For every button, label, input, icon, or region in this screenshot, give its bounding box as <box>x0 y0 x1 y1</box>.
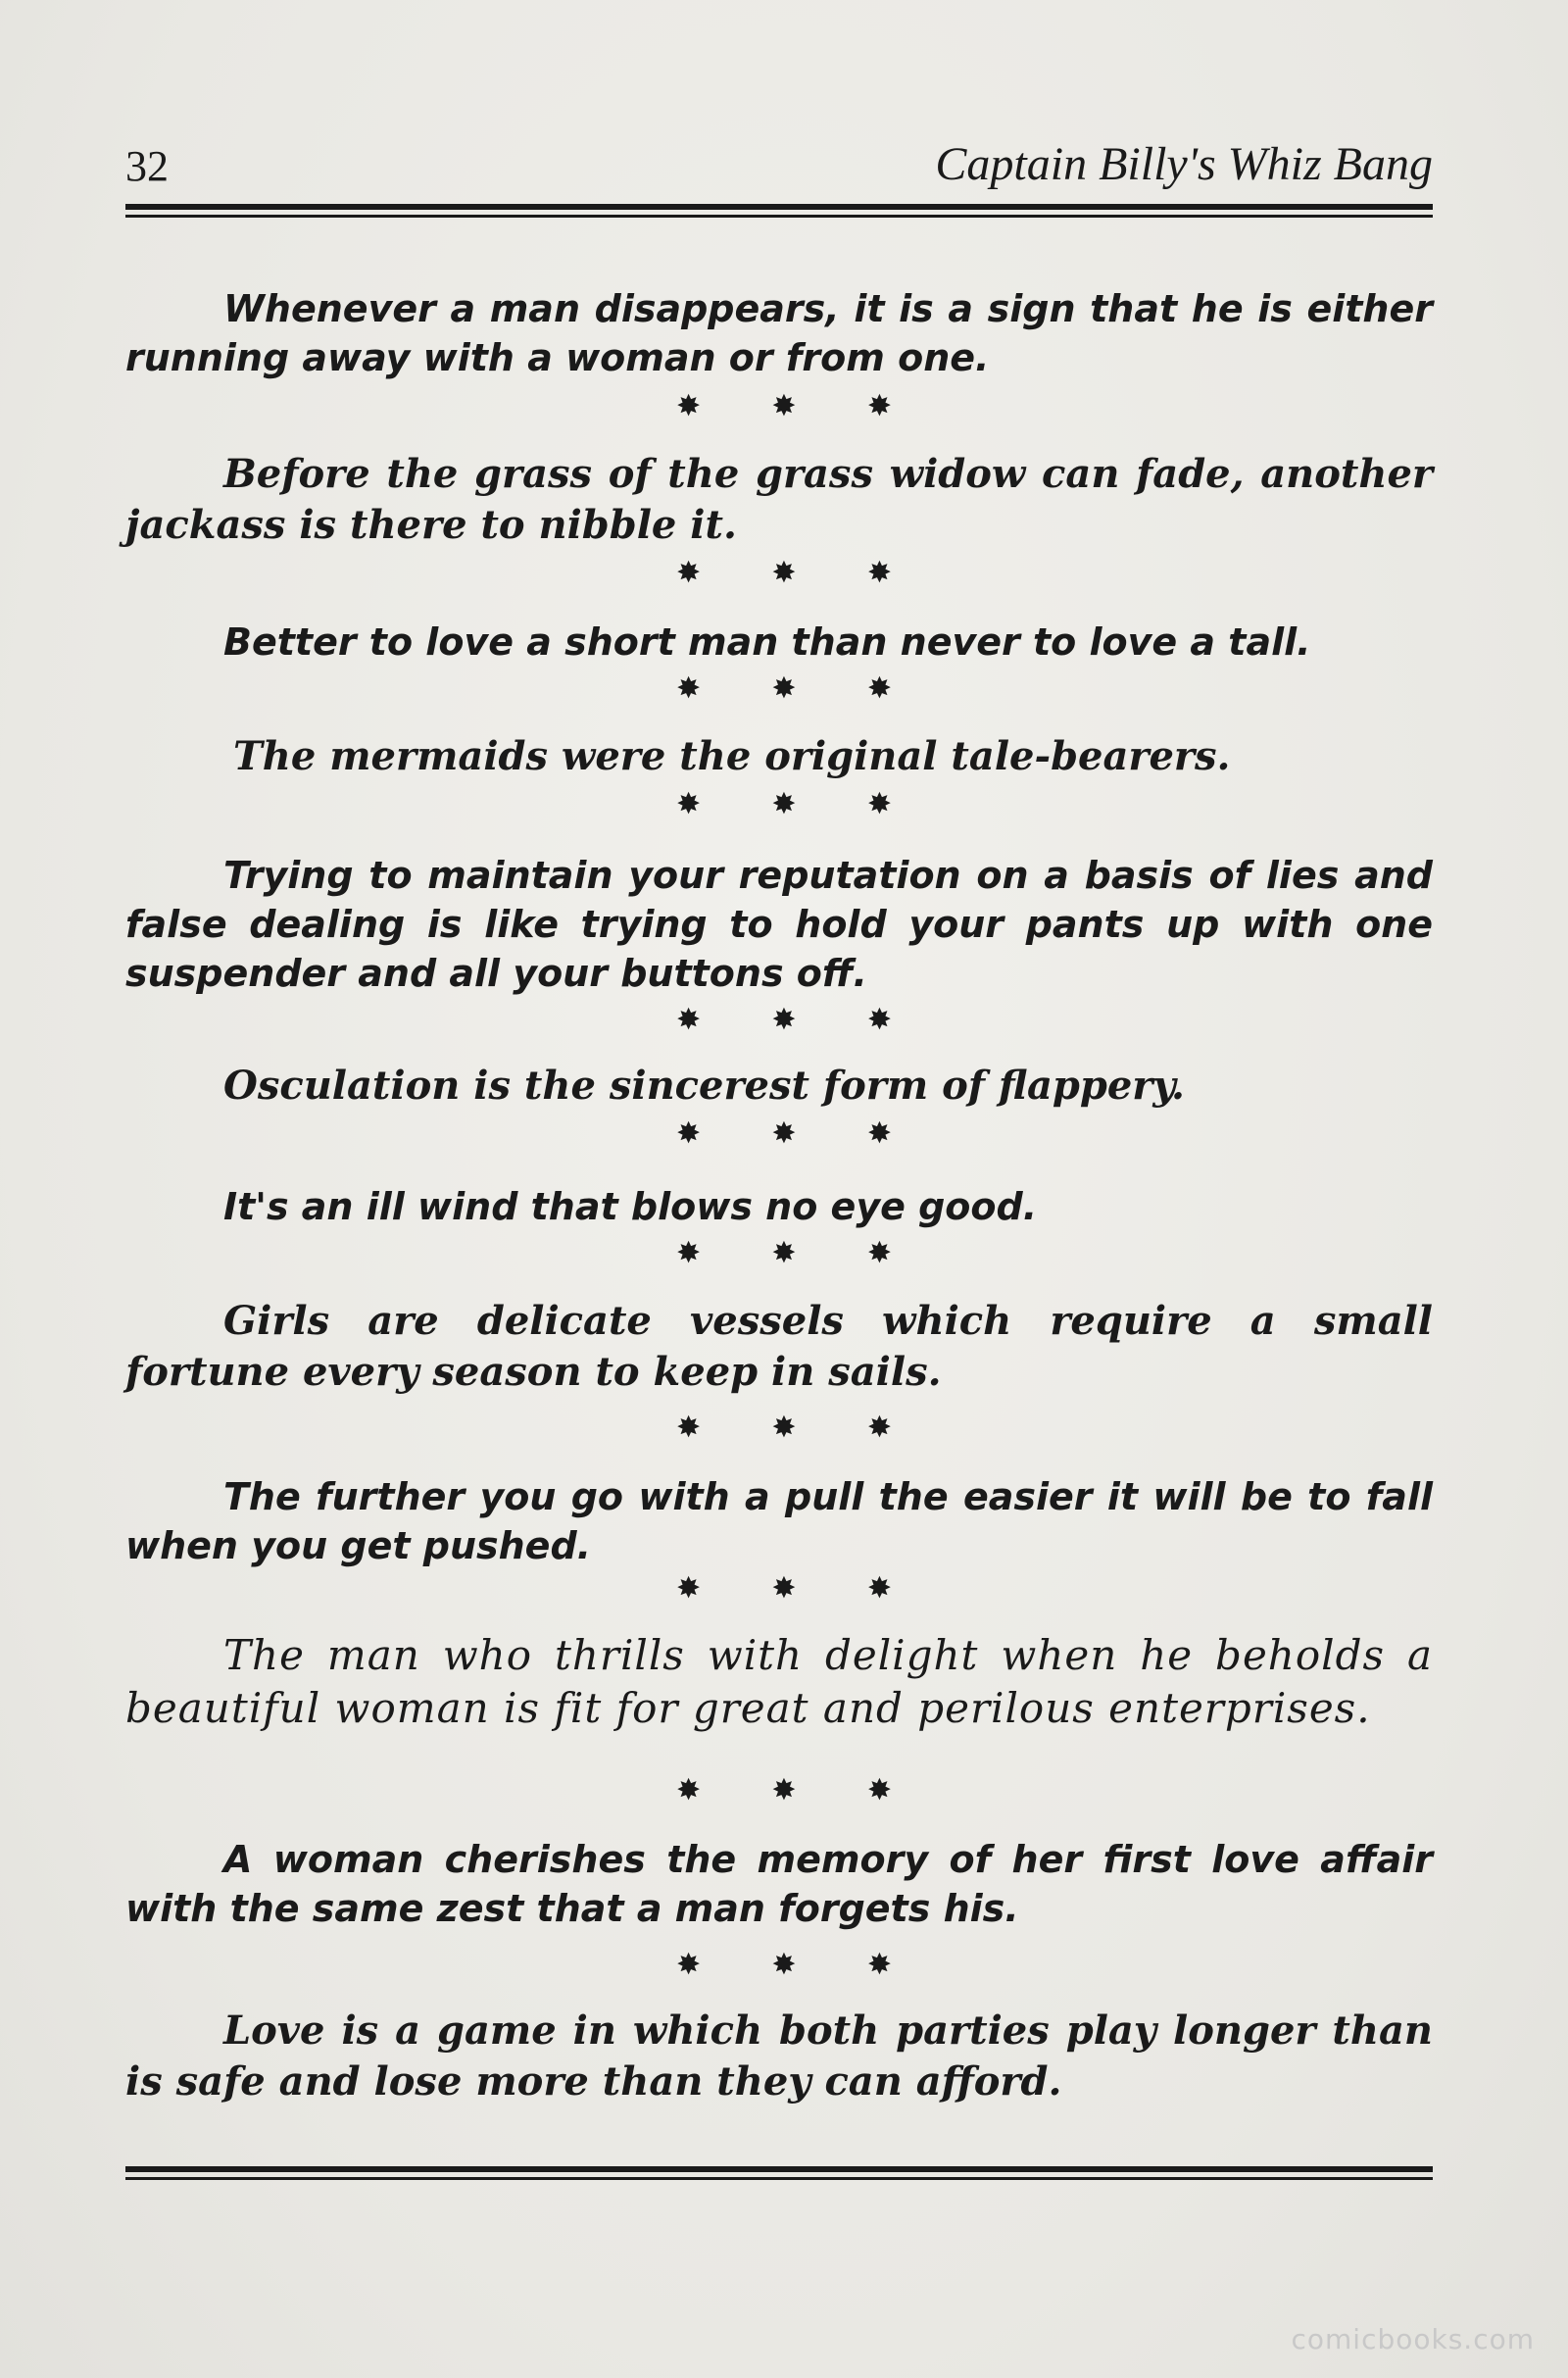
joke-8: Girls are delicate vessels which require a small fortune every season to keep in sails. <box>125 1298 1433 1395</box>
star-icon: ✸ <box>866 556 892 590</box>
joke-9: The further you go with a pull the easier it will be to fall when you get pushed. <box>125 1475 1433 1567</box>
star-icon: ✸ <box>771 556 797 590</box>
star-icon: ✸ <box>771 1948 797 1982</box>
joke-11: A woman cherishes the memory of her first love affair with the same zest that a man forgets his. <box>125 1838 1433 1930</box>
separator-5 <box>676 1003 892 1037</box>
star-icon: ✸ <box>866 1411 892 1445</box>
star-icon: ✸ <box>866 389 892 423</box>
separator-11 <box>676 1948 892 1982</box>
page-number: 32 <box>125 142 169 190</box>
page-header <box>125 137 1433 196</box>
star-icon: ✸ <box>771 671 797 706</box>
star-icon: ✸ <box>771 389 797 423</box>
star-icon: ✸ <box>771 787 797 821</box>
separator-1 <box>676 389 892 423</box>
star-icon: ✸ <box>866 1003 892 1037</box>
separator-7 <box>676 1236 892 1270</box>
star-icon: ✸ <box>866 1236 892 1270</box>
star-icon: ✸ <box>676 556 702 590</box>
star-icon: ✸ <box>771 1003 797 1037</box>
star-icon: ✸ <box>866 671 892 706</box>
header-double-rule <box>125 204 1433 218</box>
joke-7: It's an ill wind that blows no eye good. <box>223 1185 1038 1228</box>
star-icon: ✸ <box>771 1236 797 1270</box>
separator-10 <box>676 1773 892 1808</box>
separator-8 <box>676 1413 892 1443</box>
joke-12: Love is a game in which both parties play longer than is safe and lose more than they can afford. <box>125 2007 1433 2105</box>
joke-10: The man who thrills with delight when he beholds a beautiful woman is fit for great and perilous enterprises. <box>125 1631 1433 1732</box>
star-icon: ✸ <box>866 1116 892 1151</box>
star-icon: ✸ <box>771 1571 797 1606</box>
joke-3: Better to love a short man than never to love a tall. <box>223 620 1311 664</box>
joke-1: Whenever a man disappears, it is a sign that he is either running away with a woman or from one. <box>125 287 1433 379</box>
star-icon: ✸ <box>676 1773 702 1808</box>
star-icon: ✸ <box>676 1571 702 1606</box>
watermark: comicbooks.com <box>1291 2323 1535 2355</box>
separator-6 <box>676 1116 892 1151</box>
star-icon: ✸ <box>676 1116 702 1151</box>
star-icon: ✸ <box>676 1236 702 1270</box>
joke-6: Osculation is the sincerest form of flappery. <box>223 1063 1185 1109</box>
star-icon: ✸ <box>676 787 702 821</box>
joke-5: Trying to maintain your reputation on a basis of lies and false dealing is like trying to hold your pants up with one suspender and all your buttons off. <box>125 854 1433 995</box>
star-icon: ✸ <box>866 1773 892 1808</box>
star-icon: ✸ <box>676 671 702 706</box>
joke-2: Before the grass of the grass widow can fade, another jackass is there to nibble it. <box>125 451 1433 548</box>
star-icon: ✸ <box>676 1411 702 1445</box>
star-icon: ✸ <box>771 1773 797 1808</box>
separator-3 <box>676 671 892 706</box>
separator-4 <box>676 787 892 821</box>
running-title: Captain Billy's Whiz Bang <box>935 138 1433 190</box>
star-icon: ✸ <box>866 1948 892 1982</box>
star-icon: ✸ <box>676 1003 702 1037</box>
star-icon: ✸ <box>771 1411 797 1445</box>
joke-4: The mermaids were the original tale-bearers. <box>233 733 1231 779</box>
star-icon: ✸ <box>866 787 892 821</box>
star-icon: ✸ <box>866 1571 892 1606</box>
separator-9 <box>676 1571 892 1606</box>
footer-double-rule <box>125 2166 1433 2180</box>
star-icon: ✸ <box>771 1116 797 1151</box>
star-icon: ✸ <box>676 389 702 423</box>
star-icon: ✸ <box>676 1948 702 1982</box>
separator-2 <box>676 556 892 590</box>
